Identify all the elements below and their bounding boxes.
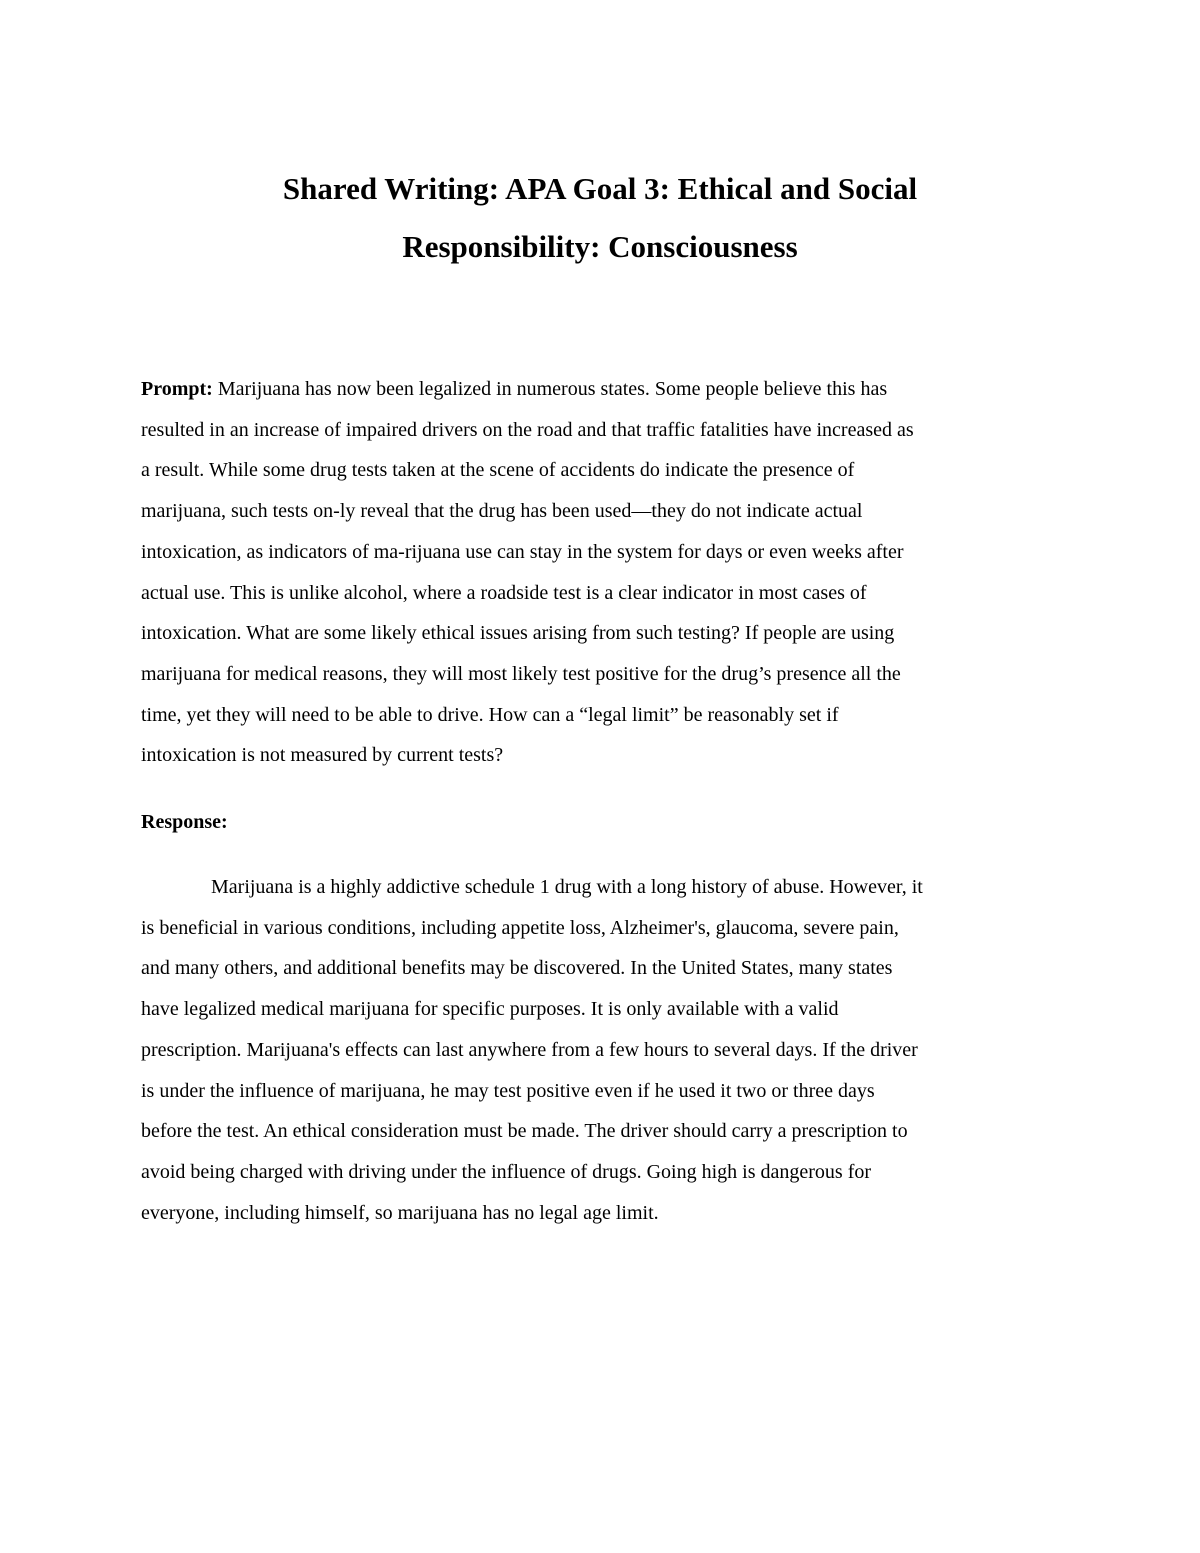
response-line: before the test. An ethical consideration must be made. The driver should carry a prescription to [141, 1120, 908, 1143]
prompt-line: marijuana, such tests on-ly reveal that the drug has been used—they do not indicate actual [141, 500, 863, 523]
prompt-line: actual use. This is unlike alcohol, where a roadside test is a clear indicator in most cases of [141, 581, 867, 604]
prompt-paragraph [141, 369, 1061, 776]
response-line: is under the influence of marijuana, he may test positive even if he used it two or three days [141, 1079, 875, 1102]
prompt-line: time, yet they will need to be able to drive. How can a “legal limit” be reasonably set if [141, 703, 839, 726]
prompt-label: Prompt: [141, 378, 213, 400]
page-title [0, 160, 1200, 276]
response-line: is beneficial in various conditions, including appetite loss, Alzheimer's, glaucoma, severe pain, [141, 916, 899, 939]
prompt-line: intoxication, as indicators of ma-rijuana use can stay in the system for days or even weeks after [141, 540, 904, 563]
title-line-1: Shared Writing: APA Goal 3: Ethical and Social [282, 171, 918, 206]
prompt-line: resulted in an increase of impaired drivers on the road and that traffic fatalities have increased as [141, 418, 914, 441]
title-line-2: Responsibility: Consciousness [402, 229, 798, 264]
response-paragraph [141, 867, 1061, 1233]
response-line: everyone, including himself, so marijuana has no legal age limit. [141, 1201, 659, 1224]
prompt-line: intoxication. What are some likely ethical issues arising from such testing? If people are using [141, 622, 895, 645]
prompt-line-1 [141, 369, 1061, 410]
response-line: and many others, and additional benefits may be discovered. In the United States, many states [141, 957, 893, 980]
response-line: avoid being charged with driving under the influence of drugs. Going high is dangerous for [141, 1160, 872, 1183]
prompt-line: marijuana for medical reasons, they will most likely test positive for the drug’s presence all the [141, 662, 901, 685]
response-line: prescription. Marijuana's effects can last anywhere from a few hours to several days. If the driver [141, 1038, 918, 1061]
prompt-line: intoxication is not measured by current tests? [141, 744, 504, 767]
response-line: Marijuana is a highly addictive schedule 1 drug with a long history of abuse. However, it [211, 876, 923, 898]
prompt-line: a result. While some drug tests taken at the scene of accidents do indicate the presence of [141, 459, 855, 482]
response-line: have legalized medical marijuana for specific purposes. It is only available with a valid [141, 998, 839, 1021]
prompt-text: Marijuana has now been legalized in numerous states. Some people believe this has [212, 378, 888, 400]
response-heading: Response: [141, 811, 228, 833]
